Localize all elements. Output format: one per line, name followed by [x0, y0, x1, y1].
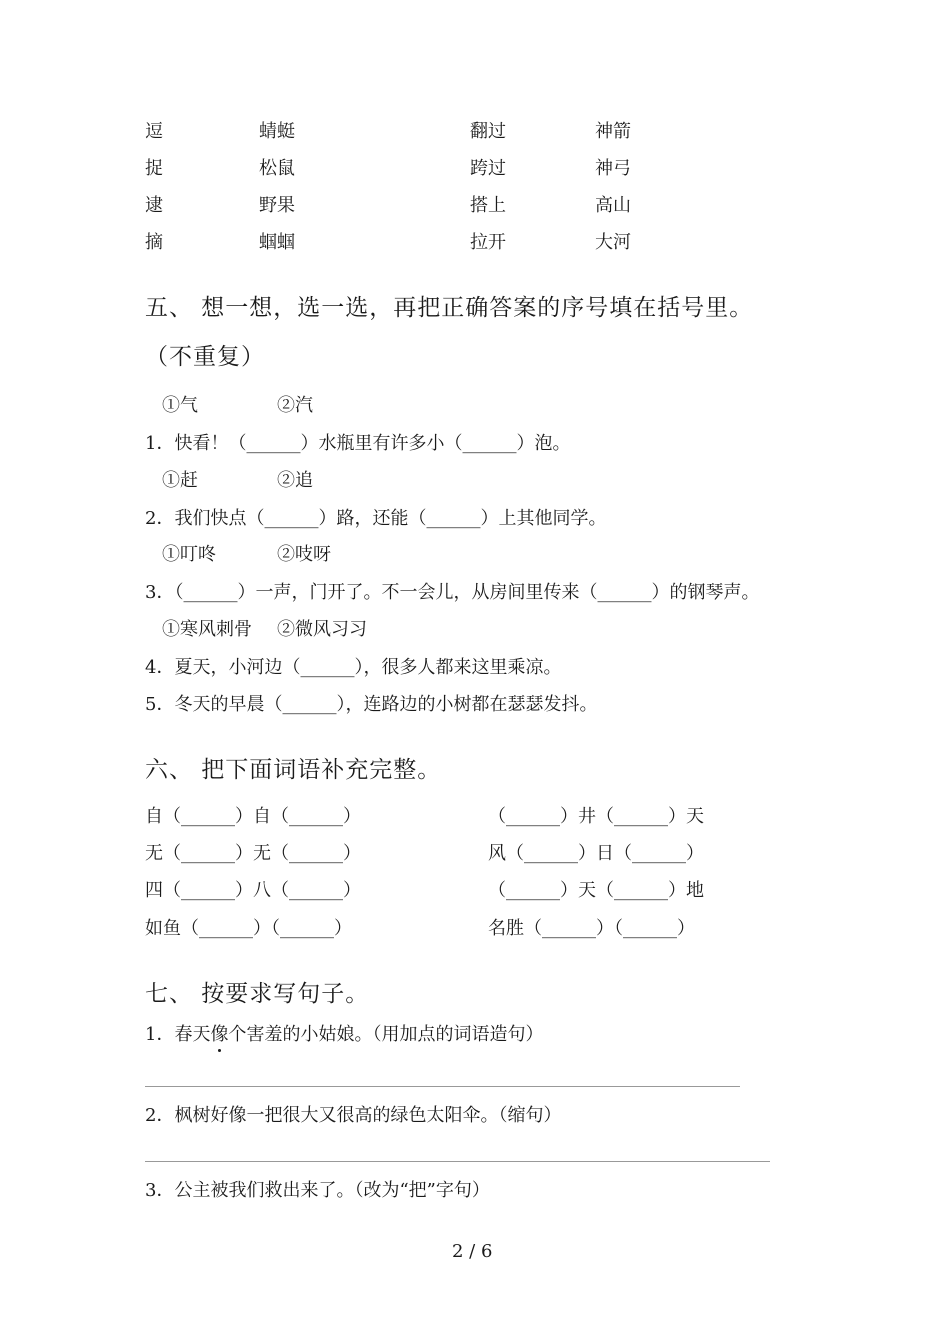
match-left1-2: 逮 — [145, 195, 163, 216]
section-5-title: 五、 想一想，选一选，再把正确答案的序号填在括号里。 — [145, 295, 754, 321]
option-group-4-a: ①寒风刺骨 — [162, 619, 252, 640]
answer-line-2 — [145, 1161, 770, 1162]
match-left1-3: 摘 — [145, 232, 163, 253]
match-right2-3: 大河 — [595, 232, 631, 253]
answer-line-1 — [145, 1086, 740, 1087]
option-group-1-b: ②汽 — [277, 395, 313, 416]
section-7-title: 七、 按要求写句子。 — [145, 981, 370, 1007]
match-left2-2: 野果 — [259, 195, 295, 216]
idiom-right-2: 风（______）日（______） — [488, 843, 704, 864]
idiom-left-1: 自（______）自（______） — [145, 806, 361, 827]
question-5-5: 5．冬天的早晨（______），连路边的小树都在瑟瑟发抖。 — [145, 694, 598, 715]
question-5-2: 2．我们快点（______）路，还能（______）上其他同学。 — [145, 508, 607, 529]
section-6-title: 六、 把下面词语补充完整。 — [145, 757, 442, 783]
match-left1-0: 逗 — [145, 121, 163, 142]
question-7-2: 2．枫树好像一把很大又很高的绿色太阳伞。（缩句） — [145, 1105, 562, 1126]
match-right2-1: 神弓 — [595, 158, 631, 179]
page-number: 2 / 6 — [452, 1241, 493, 1262]
match-right1-1: 跨过 — [470, 158, 506, 179]
idiom-right-3: （______）天（______）地 — [488, 880, 704, 901]
idiom-left-3: 四（______）八（______） — [145, 880, 361, 901]
question-5-3: 3．（______）一声，门开了。不一会儿，从房间里传来（______）的钢琴声。 — [145, 582, 760, 603]
question-5-4: 4．夏天，小河边（______），很多人都来这里乘凉。 — [145, 657, 562, 678]
match-right1-3: 拉开 — [470, 232, 506, 253]
option-group-2-a: ①赶 — [162, 470, 198, 491]
match-left1-1: 捉 — [145, 158, 163, 179]
question-7-1: 1．春天像个害羞的小姑娘。（用加点的词语造句） — [145, 1024, 544, 1045]
match-left2-3: 蝈蝈 — [259, 232, 295, 253]
idiom-left-4: 如鱼（______）（______） — [145, 918, 352, 939]
idiom-right-4: 名胜（______）（______） — [488, 918, 695, 939]
match-right1-2: 搭上 — [470, 195, 506, 216]
question-7-3: 3．公主被我们救出来了。（改为“把”字句） — [145, 1180, 490, 1201]
idiom-left-2: 无（______）无（______） — [145, 843, 361, 864]
option-group-3-b: ②吱呀 — [277, 544, 331, 565]
match-right2-2: 高山 — [595, 195, 631, 216]
option-group-4-b: ②微风习习 — [277, 619, 367, 640]
option-group-2-b: ②追 — [277, 470, 313, 491]
option-group-1-a: ①气 — [162, 395, 198, 416]
idiom-right-1: （______）井（______）天 — [488, 806, 704, 827]
match-right2-0: 神箭 — [595, 121, 631, 142]
option-group-3-a: ①叮咚 — [162, 544, 216, 565]
match-left2-1: 松鼠 — [259, 158, 295, 179]
match-left2-0: 蜻蜓 — [259, 121, 295, 142]
section-5-subtitle: （不重复） — [145, 344, 265, 370]
question-5-1: 1．快看！（______）水瓶里有许多小（______）泡。 — [145, 433, 571, 454]
emphasis-dot — [218, 1049, 221, 1052]
match-right1-0: 翻过 — [470, 121, 506, 142]
